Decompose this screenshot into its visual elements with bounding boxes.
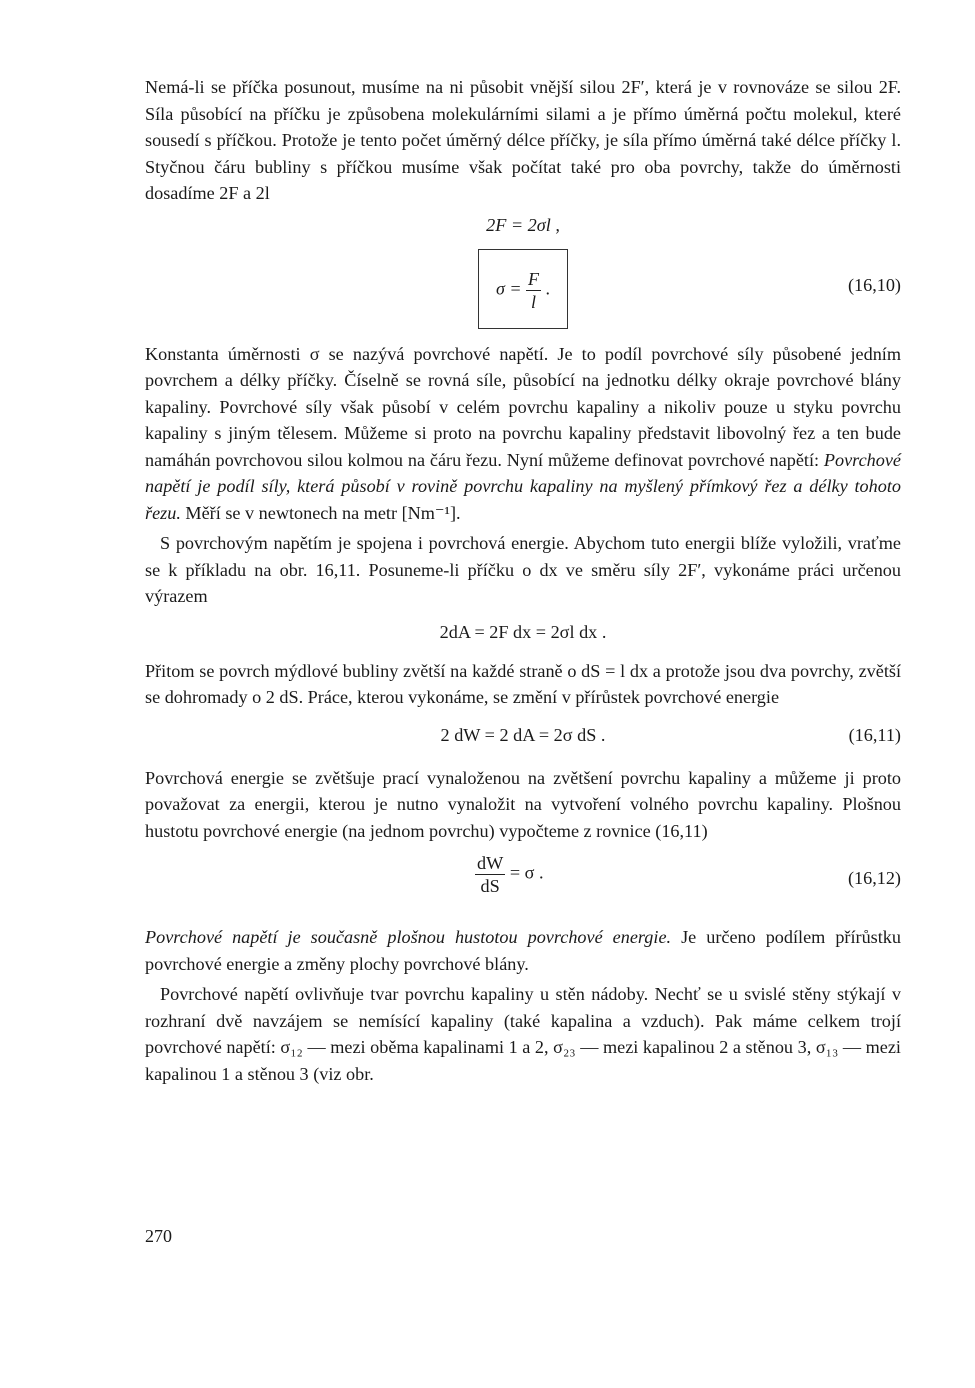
paragraph: Nemá-li se příčka posunout, musíme na ni působit vnější silou 2F′, která je v rovnováze se silou 2F. Síla působící na příčku je způsobena molekulárními silami a je přímo úměrná počtu molekul, které sousedí s příčkou. Protože je tento počet úměrný délce příčky, je síla přímo úměrná také délce příčky l. Styčnou čáru bubliny s příčkou musíme však počítat také pro oba povrchy, takže do úměrnosti dosadíme 2F a 2l bbox=[145, 77, 901, 203]
definition-italic: Povrchové napětí je podíl síly, která působí v rovině povrchu kapaliny na myšlený přímkový řez a délky tohoto řezu. bbox=[145, 449, 901, 523]
fraction bbox=[475, 852, 505, 897]
paragraph: S povrchovým napětím je spojena i povrchová energie. Abychom tuto energii blíže vyložili, vraťme se k příkladu na obr. 16,11. Posuneme-li příčku o dx ve směru síly 2F′, vykonáme práci určenou výrazem bbox=[145, 533, 901, 606]
equation bbox=[145, 725, 901, 751]
equation-text: 2 dW = 2 dA = 2σ dS . bbox=[440, 724, 606, 745]
paragraph: Povrchová energie se zvětšuje prací vynaloženou na zvětšení povrchu kapaliny a můžeme ji proto považovat za energii, kterou je nutno vynaložit na vytvoření volného povrchu kapaliny. Plošnou hustotu povrchové energie (na jednom povrchu) vypočteme z rovnice (16,11) bbox=[145, 767, 901, 841]
equation bbox=[145, 622, 901, 648]
fraction-denominator: dS bbox=[480, 876, 500, 896]
paragraph: Povrchové napětí ovlivňuje tvar povrchu kapaliny u stěn nádoby. Nechť se u svislé stěny stýkají v rozhraní dvě navzájem se nemísící kapaliny (také kapalina a vzduch). Pak máme celkem trojí povrchové napětí: σ₁₂ — mezi oběma kapalinami 1 a 2, σ₂₃ — mezi kapalinou 2 a stěnou 3, σ₁₃ — mezi kapalinou 1 a stěnou 3 (viz obr. bbox=[145, 984, 901, 1084]
fraction-numerator: dW bbox=[477, 853, 504, 873]
equation-number: (16,10) bbox=[847, 274, 901, 295]
paragraph: Konstanta úměrnosti σ se nazývá povrchové napětí. Je to podíl povrchové síly působené jedním povrchem a délky příčky. Číselně se rovná síle, působící na jednotku délky okraje povrchové blány kapaliny. Povrchové síly však působí v celém povrchu kapaliny a nikoliv pouze u styku povrchu kapaliny s jiným tělesem. Můžeme si proto na povrchu kapaliny představit libovolný řez a ten bude namáhán povrchovou silou kolmou na čáru řezu. Nyní můžeme definovat povrchové napětí: Povrchové napětí je podíl síly, která působí v rovině povrchu kapaliny na myšlený přímkový řez a délky tohoto řezu. Měří se v newtonech na metr [Nm⁻¹]. bbox=[145, 343, 901, 523]
equation bbox=[145, 852, 901, 912]
definition-italic: Povrchové napětí je současně plošnou hustotou povrchové energie. bbox=[145, 927, 672, 947]
fraction-denominator: l bbox=[531, 291, 537, 312]
equation-text: 2F = 2σl , bbox=[486, 214, 560, 235]
equation-number: (16,12) bbox=[847, 868, 901, 888]
equation-tail: . bbox=[545, 278, 551, 299]
equation-rhs: = σ . bbox=[509, 862, 544, 883]
equation-text: 2dA = 2F dx = 2σl dx . bbox=[439, 621, 607, 642]
fraction-numerator: F bbox=[528, 268, 540, 289]
equation-number: (16,11) bbox=[848, 724, 901, 745]
equation bbox=[145, 215, 901, 241]
page-body bbox=[145, 74, 901, 1087]
equation-lhs: σ = bbox=[495, 278, 522, 299]
boxed-equation bbox=[145, 249, 901, 331]
equation-box bbox=[478, 249, 568, 329]
paragraph: Přitom se povrch mýdlové bubliny zvětší na každé straně o dS = l dx a protože jsou dva povrchy, zvětší se dohromady o 2 dS. Práce, kterou vykonáme, se změní v přírůstek povrchové energie bbox=[145, 660, 901, 707]
fraction bbox=[526, 268, 541, 313]
paragraph: Povrchové napětí je současně plošnou hustotou povrchové energie. Je určeno podílem přírůstku povrchové energie a změny plochy povrchové blány. bbox=[145, 927, 901, 974]
page-number: 270 bbox=[145, 1226, 172, 1246]
